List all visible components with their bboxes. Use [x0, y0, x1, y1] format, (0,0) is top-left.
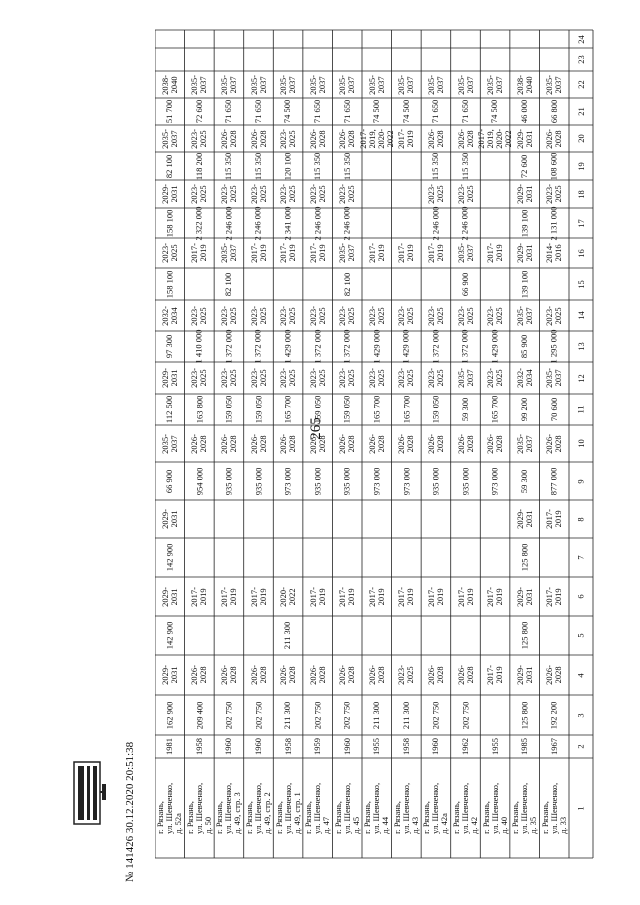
- address-cell: г. Рязань, ул. Шевченко, д. 43: [391, 782, 420, 834]
- table-cell: 66 900: [460, 272, 471, 296]
- table-cell: 2023- 2025: [189, 305, 209, 326]
- table-cell: 2 246 000: [430, 205, 441, 240]
- table-cell: 2023- 2025: [248, 305, 268, 326]
- table-cell: 2 246 000: [223, 205, 234, 240]
- table-cell: 59 300: [460, 397, 471, 422]
- header-cell: 1: [575, 805, 586, 811]
- table-cell: 2023- 2025: [159, 243, 179, 263]
- address-cell: г. Рязань, ул. Шевченко, д. 49, стр. 3: [214, 782, 243, 834]
- table-cell: 1 295 000: [548, 329, 559, 364]
- table-cell: 211 300: [282, 701, 293, 729]
- address-cell: г. Рязань, ул. Шевченко, д. 49, стр. 2: [244, 782, 272, 834]
- table-cell: 142 900: [164, 621, 175, 650]
- table-cell: 2017- 2019: [307, 586, 327, 607]
- table-cell: 2026- 2028: [278, 665, 298, 685]
- header-cell: 4: [575, 672, 586, 678]
- table-cell: 2035- 2037: [278, 74, 298, 95]
- table-cell: 2017- 2019: [485, 665, 505, 685]
- table-cell: 1960: [430, 737, 441, 755]
- table-cell: 2023- 2025: [396, 368, 416, 388]
- header-cell: 3: [575, 712, 586, 718]
- table-cell: 2023- 2025: [485, 305, 505, 326]
- table-cell: 2017- 2019, 2020- 2022: [476, 128, 513, 149]
- table-cell: 2017- 2019: [248, 243, 268, 263]
- table-cell: 74 500: [400, 99, 411, 124]
- table-cell: 2029- 2031: [514, 509, 534, 529]
- table-cell: 202 750: [341, 701, 352, 729]
- table-cell: 2023- 2025: [426, 368, 445, 388]
- table-cell: 2017- 2019: [544, 509, 564, 529]
- table-cell: 1 429 000: [400, 329, 411, 364]
- table-cell: 2026- 2028: [337, 665, 357, 685]
- stamp-caption: № 141426 30.12.2020 20:51:38: [124, 741, 137, 883]
- table-cell: 1960: [341, 737, 352, 755]
- table-cell: 125 800: [519, 543, 530, 572]
- table-cell: 71 650: [223, 99, 234, 124]
- table-cell: 51 700: [164, 99, 175, 124]
- table-cell: 1 429 000: [282, 329, 293, 364]
- table-cell: 1 372 000: [341, 329, 352, 364]
- table-cell: 115 350: [253, 152, 264, 180]
- table-cell: 82 100: [223, 272, 234, 296]
- table-cell: 2029- 2031: [159, 368, 179, 388]
- table-cell: 2017- 2019: [366, 243, 386, 263]
- table-cell: 2035- 2037: [544, 368, 564, 388]
- table-cell: 935 000: [430, 467, 441, 495]
- table-cell: 1960: [223, 737, 234, 755]
- table-cell: 2023- 2025: [189, 184, 209, 204]
- table-cell: 1 372 000: [223, 329, 234, 364]
- table-cell: 1 372 000: [430, 329, 441, 364]
- table-cell: 2038- 2040: [514, 74, 534, 95]
- header-cell: 18: [575, 189, 586, 199]
- table-cell: 2026- 2028: [366, 433, 386, 454]
- table-cell: 2035- 2037: [337, 243, 357, 263]
- table-cell: 115 350: [341, 152, 352, 180]
- table-cell: 2035- 2037: [514, 305, 534, 326]
- table-cell: 158 100: [164, 270, 175, 298]
- header-cell: 21: [575, 107, 586, 116]
- table-cell: 2035- 2037: [159, 433, 179, 454]
- table-cell: 82 100: [341, 272, 352, 296]
- table-cell: 159 050: [253, 395, 264, 424]
- table-cell: 2023- 2025: [455, 305, 475, 326]
- table-cell: 935 000: [253, 467, 264, 495]
- table-cell: 2023- 2025: [248, 184, 268, 204]
- table-cell: 82 100: [164, 154, 175, 178]
- table-cell: 99 200: [519, 397, 530, 422]
- table-cell: 2017- 2019: [366, 586, 386, 607]
- header-cell: 24: [575, 34, 586, 44]
- table-cell: 2035- 2037: [455, 368, 475, 388]
- table-cell: 2029- 2031: [514, 586, 534, 607]
- table-cell: 142 900: [164, 543, 175, 572]
- table-cell: 120 100: [282, 152, 293, 180]
- table-cell: 2023- 2025: [307, 184, 327, 204]
- table-cell: 2017- 2019: [455, 586, 475, 607]
- table-cell: 2017- 2019: [544, 586, 564, 607]
- table-cell: 2026- 2028: [307, 128, 327, 149]
- table-cell: 2023- 2025: [544, 305, 564, 326]
- address-cell: г. Рязань, ул. Шевченко, д. 52а: [155, 782, 184, 834]
- table-cell: 74 500: [489, 99, 500, 124]
- table-cell: 2023- 2025: [544, 184, 564, 204]
- table-cell: 2017- 2019: [248, 586, 268, 607]
- table-cell: 2023- 2025: [278, 305, 298, 326]
- table-cell: 2017- 2019, 2020- 2022: [357, 128, 395, 149]
- table-cell: 2014- 2016: [544, 243, 564, 263]
- table-cell: 1 429 000: [371, 329, 382, 364]
- table-cell: 2026- 2028: [544, 665, 564, 685]
- table-cell: 118 200: [193, 152, 204, 180]
- table-cell: 158 100: [164, 209, 175, 237]
- header-cell: 5: [575, 633, 586, 638]
- header-cell: 2: [575, 744, 586, 749]
- table-cell: 165 700: [489, 395, 500, 424]
- table-cell: 1955: [489, 737, 500, 755]
- table-cell: 2026- 2028: [248, 128, 268, 149]
- table-cell: 2032- 2034: [159, 305, 179, 326]
- table-cell: 74 500: [282, 99, 293, 124]
- table-cell: 2029- 2031: [514, 243, 534, 263]
- table-cell: 2017- 2019: [396, 128, 416, 149]
- table-cell: 2 322 000: [193, 205, 204, 240]
- table-cell: 2017- 2019: [485, 243, 505, 263]
- table-cell: 2026- 2028: [455, 665, 475, 685]
- table-cell: 2026- 2028: [426, 665, 445, 685]
- table-cell: 1958: [193, 737, 204, 755]
- table-cell: 159 050: [223, 395, 234, 424]
- header-cell: 10: [575, 439, 586, 448]
- table-cell: 1 372 000: [312, 329, 323, 364]
- table-cell: 2023- 2025: [189, 128, 209, 149]
- table-cell: 72 600: [193, 99, 204, 124]
- table-cell: 1981: [164, 737, 175, 755]
- table-cell: 2035- 2037: [455, 243, 475, 263]
- table-cell: 2026- 2028: [544, 128, 564, 149]
- table-cell: 2023- 2025: [278, 368, 298, 388]
- table-cell: 935 000: [341, 467, 352, 495]
- header-cell: 11: [575, 405, 586, 414]
- table-cell: 2017- 2019: [396, 243, 416, 263]
- table-cell: 2023- 2025: [396, 305, 416, 326]
- table-cell: 66 800: [548, 99, 559, 124]
- table-cell: 2017- 2019: [189, 243, 209, 263]
- table-cell: 115 350: [430, 152, 441, 180]
- address-cell: г. Рязань, ул. Шевченко, д. 40: [480, 782, 509, 834]
- header-cell: 20: [575, 134, 586, 143]
- table-cell: 71 650: [430, 99, 441, 124]
- table-cell: 954 000: [193, 467, 204, 495]
- table-cell: 2023- 2025: [219, 184, 238, 204]
- table-cell: 2029- 2031: [159, 509, 179, 529]
- table-cell: 935 000: [312, 467, 323, 495]
- table-cell: 202 750: [430, 701, 441, 729]
- table-cell: 115 350: [223, 152, 234, 180]
- table-cell: 2026- 2028: [366, 665, 386, 685]
- header-cell: 7: [575, 555, 586, 560]
- table-cell: 46 000: [519, 99, 530, 124]
- table-cell: 1967: [548, 737, 559, 755]
- header-cell: 14: [575, 311, 586, 320]
- table-cell: 2026- 2028: [396, 433, 416, 454]
- table-cell: 202 750: [253, 701, 264, 729]
- table-cell: 2023- 2025: [426, 184, 445, 204]
- table-cell: 935 000: [460, 467, 471, 495]
- table-cell: 2023- 2025: [248, 368, 268, 388]
- table-cell: 2026- 2028: [248, 433, 268, 454]
- table-cell: 97 300: [164, 334, 175, 359]
- header-cell: 8: [575, 516, 586, 522]
- address-cell: г. Рязань, ул. Шевченко, д. 45: [332, 782, 361, 834]
- table-cell: 71 650: [460, 99, 471, 124]
- table-cell: 2035- 2037: [337, 74, 357, 95]
- table-cell: 2029- 2031: [159, 184, 179, 204]
- table-cell: 1985: [519, 737, 530, 755]
- table-cell: 2023- 2025: [337, 184, 357, 204]
- table-cell: 2035- 2037: [189, 74, 209, 95]
- table-cell: 2029- 2031: [514, 128, 534, 149]
- table-cell: 2029- 2031: [159, 586, 179, 607]
- table-cell: 2023- 2025: [307, 368, 327, 388]
- address-cell: г. Рязань, ул. Шевченко, д. 42: [451, 782, 479, 834]
- table-cell: 2035- 2037: [219, 74, 238, 95]
- table-cell: 1959: [312, 737, 323, 755]
- table-cell: 2035- 2037: [159, 128, 179, 149]
- address-cell: г. Рязань, ул. Шевченко, д. 50: [184, 782, 213, 834]
- table-cell: 202 750: [312, 701, 323, 729]
- table-cell: 139 100: [519, 270, 530, 298]
- table-cell: 2023- 2025: [455, 184, 475, 204]
- table-cell: 2 341 000: [282, 205, 293, 240]
- table-cell: 2 246 000: [460, 205, 471, 240]
- table-cell: 2029- 2031: [514, 184, 534, 204]
- table-cell: 935 000: [223, 467, 234, 495]
- table-cell: 2026- 2028: [307, 433, 327, 454]
- table-cell: 1 372 000: [460, 329, 471, 364]
- table-cell: 2026- 2028: [485, 433, 505, 454]
- table-cell: 2035- 2037: [426, 74, 445, 95]
- address-cell: г. Рязань, ул. Шевченко, д. 49, стр. 1: [273, 782, 302, 834]
- table-cell: 159 050: [341, 395, 352, 424]
- table-cell: 2026- 2028: [544, 433, 564, 454]
- table-cell: 115 350: [312, 152, 323, 180]
- table-cell: 1 429 000: [489, 329, 500, 364]
- table-cell: 2026- 2028: [337, 128, 357, 149]
- header-cell: 6: [575, 594, 586, 599]
- table-cell: 2026- 2028: [307, 665, 327, 685]
- table-cell: 2035- 2037: [485, 74, 505, 95]
- table-cell: 2017- 2019: [219, 586, 238, 607]
- address-cell: г. Рязань, ул. Шевченко, д. 33: [539, 782, 568, 834]
- table-cell: 2026- 2028: [189, 665, 209, 685]
- table-cell: 2023- 2025: [366, 305, 386, 326]
- table-cell: 973 000: [400, 467, 411, 495]
- header-cell: 12: [575, 373, 586, 383]
- table-cell: 2035- 2037: [514, 433, 534, 454]
- table-cell: 2023- 2025: [485, 368, 505, 388]
- table-cell: 2026- 2028: [455, 433, 475, 454]
- document-stamp: [68, 752, 108, 862]
- table-cell: 2023- 2025: [337, 305, 357, 326]
- table-cell: 2023- 2025: [219, 368, 238, 388]
- table-cell: 1 372 000: [253, 329, 264, 364]
- header-cell: 22: [575, 80, 586, 89]
- table-cell: 71 650: [341, 99, 352, 124]
- table-cell: 162 900: [164, 701, 175, 729]
- address-cell: г. Рязань, ул. Шевченко, д. 35: [510, 782, 539, 834]
- table-cell: 2026- 2028: [426, 128, 445, 149]
- table-cell: 2017- 2019: [426, 586, 445, 607]
- header-cell: 13: [575, 342, 586, 351]
- table-cell: 2017- 2019: [189, 586, 209, 607]
- table-cell: 2 246 000: [341, 205, 352, 240]
- table-cell: 71 650: [253, 99, 264, 124]
- table-cell: 2026- 2028: [426, 433, 445, 454]
- header-cell: 9: [575, 478, 586, 484]
- address-cell: г. Рязань, ул. Шевченко, д. 44: [362, 782, 391, 834]
- header-cell: 19: [575, 161, 586, 171]
- table-cell: 2035- 2037: [248, 74, 268, 95]
- capital-repair-table: [155, 0, 595, 905]
- table-cell: 139 100: [519, 209, 530, 237]
- table-cell: 2035- 2037: [366, 74, 386, 95]
- table-cell: 2023- 2025: [189, 368, 209, 388]
- table-cell: 973 000: [282, 467, 293, 495]
- table-cell: 192 200: [548, 701, 559, 729]
- table-cell: 2023- 2025: [337, 368, 357, 388]
- table-cell: 59 300: [519, 469, 530, 493]
- table-cell: 2035- 2037: [307, 74, 327, 95]
- table-cell: 2026- 2028: [248, 665, 268, 685]
- table-cell: 211 300: [371, 701, 382, 729]
- table-cell: 2026- 2028: [219, 433, 238, 454]
- header-cell: 16: [575, 248, 586, 258]
- table-cell: 2020- 2022: [278, 586, 298, 607]
- table-cell: 2029- 2031: [514, 665, 534, 685]
- table-cell: 2026- 2028: [189, 433, 209, 454]
- table-cell: 2017- 2019: [426, 243, 445, 263]
- table-cell: 70 600: [548, 397, 559, 422]
- table-cell: 2035- 2037: [396, 74, 416, 95]
- table-cell: 2026- 2028: [219, 665, 238, 685]
- address-cell: г. Рязань, ул. Шевченко, д. 42а: [421, 782, 450, 834]
- table-cell: 211 300: [400, 701, 411, 729]
- header-cell: 23: [575, 55, 586, 64]
- table-cell: 1 410 000: [193, 329, 204, 364]
- table-cell: 2032- 2034: [514, 368, 534, 388]
- table-cell: 2038- 2040: [159, 74, 179, 95]
- table-cell: 2023- 2025: [278, 184, 298, 204]
- table-cell: 2 246 000: [253, 205, 264, 240]
- table-cell: 1955: [371, 737, 382, 755]
- table-cell: 973 000: [371, 467, 382, 495]
- table-cell: 112 500: [164, 395, 175, 424]
- table-cell: 2017- 2019: [396, 586, 416, 607]
- table-cell: 2023- 2025: [219, 305, 238, 326]
- table-cell: 1958: [400, 737, 411, 755]
- table-cell: 115 350: [460, 152, 471, 180]
- table-cell: 209 400: [193, 701, 204, 729]
- header-cell: 17: [575, 218, 586, 228]
- table-cell: 2023- 2025: [396, 665, 416, 685]
- table-cell: 2026- 2028: [455, 128, 475, 149]
- address-cell: г. Рязань, ул. Шевченко, д. 47: [303, 782, 332, 834]
- table-cell: 2026- 2028: [219, 128, 238, 149]
- table-cell: 2023- 2025: [366, 368, 386, 388]
- table-cell: 125 800: [519, 621, 530, 650]
- table-cell: 108 600: [548, 152, 559, 180]
- table-cell: 2035- 2037: [455, 74, 475, 95]
- table-cell: 71 650: [312, 99, 323, 124]
- table-cell: 1958: [282, 737, 293, 755]
- table-cell: 2017- 2019: [307, 243, 327, 263]
- stamp-logo-icon: [68, 752, 108, 862]
- table-cell: 165 700: [282, 395, 293, 424]
- table-cell: 125 800: [519, 701, 530, 729]
- table-cell: 2017- 2019: [278, 243, 298, 263]
- table-cell: 85 900: [519, 334, 530, 359]
- table-cell: 2023- 2025: [426, 305, 445, 326]
- table-cell: 211 300: [282, 621, 293, 650]
- table-cell: 877 000: [548, 467, 559, 495]
- table-cell: 66 900: [164, 469, 175, 493]
- table-cell: 2029- 2031: [159, 665, 179, 685]
- table-cell: 2035- 2037: [544, 74, 564, 95]
- page-number: 265: [307, 416, 324, 440]
- table-cell: 202 750: [223, 701, 234, 729]
- table-cell: 1960: [253, 737, 264, 755]
- table-cell: 159 050: [430, 395, 441, 424]
- table-cell: 2026- 2028: [337, 433, 357, 454]
- table-cell: 163 800: [193, 395, 204, 424]
- table-cell: 202 750: [460, 701, 471, 729]
- table-cell: 2023- 2025: [278, 128, 298, 149]
- table-cell: 72 600: [519, 154, 530, 178]
- table-cell: 2 131 000: [548, 205, 559, 240]
- table-cell: 165 700: [371, 395, 382, 424]
- table-cell: 165 700: [400, 395, 411, 424]
- table-cell: 1962: [460, 737, 471, 755]
- table-cell: 2026- 2028: [278, 433, 298, 454]
- table-cell: 2017- 2019: [485, 586, 505, 607]
- header-cell: 15: [575, 279, 586, 289]
- table-cell: 2035- 2037: [219, 243, 238, 263]
- table-cell: 2017- 2019: [337, 586, 357, 607]
- table-cell: 973 000: [489, 467, 500, 495]
- table-cell: 159 050: [312, 395, 323, 424]
- table-cell: 2023- 2025: [307, 305, 327, 326]
- table-cell: 74 500: [371, 99, 382, 124]
- table-cell: 2 246 000: [312, 205, 323, 240]
